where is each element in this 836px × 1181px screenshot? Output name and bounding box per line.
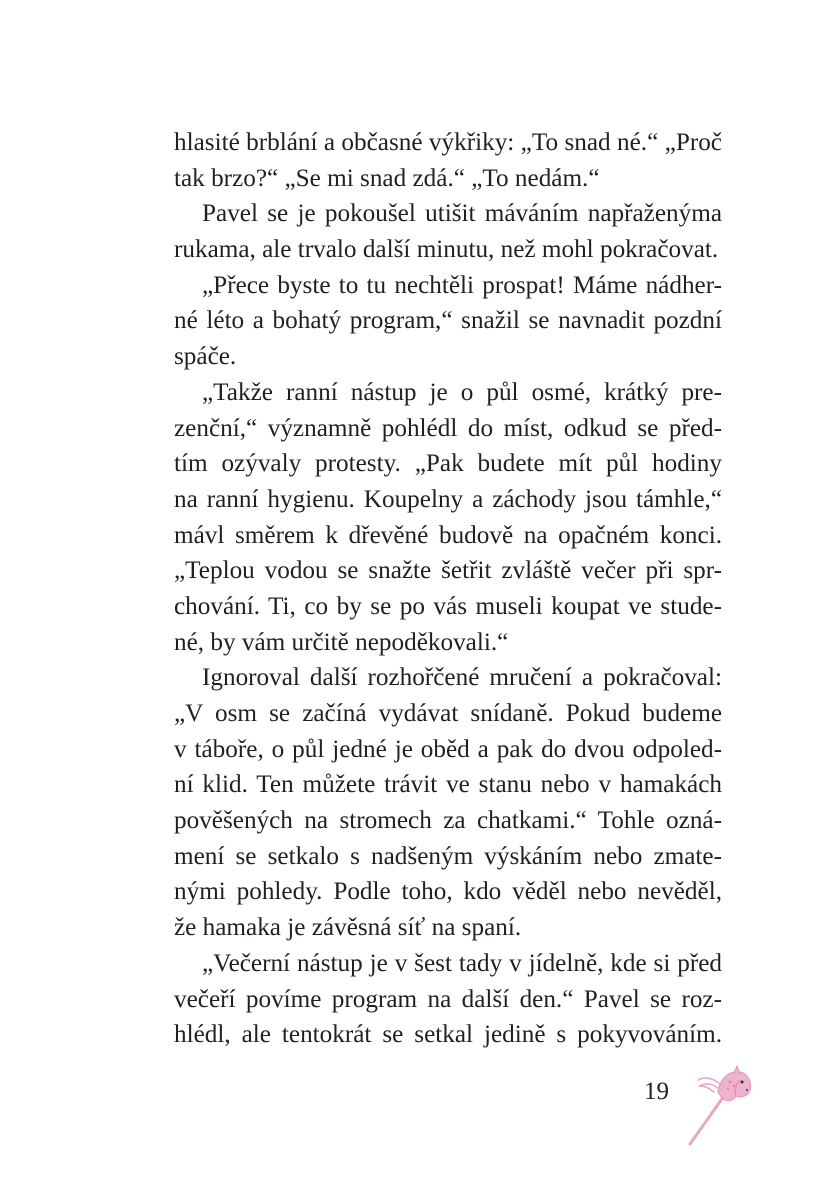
text-line: hlasité brblání a občasné výkřiky: „To snad né.“ „Proč bbox=[174, 129, 722, 156]
hobby-horse-icon bbox=[684, 1062, 756, 1148]
page-number: 19 bbox=[644, 1078, 669, 1105]
text-line: „V osm se začíná vydávat snídaně. Pokud budeme bbox=[174, 700, 722, 727]
text-line: Ignoroval další rozhořčené mručení a pokračoval: bbox=[202, 664, 722, 692]
paragraph bbox=[174, 375, 722, 661]
text-line: zenční,“ významně pohlédl do míst, odkud se před- bbox=[174, 414, 722, 442]
text-line: mávl směrem k dřevěné budově na opačném konci. bbox=[174, 521, 722, 549]
text-line: rukama, ale trvalo další minutu, než mohl pokračovat. bbox=[174, 236, 719, 264]
paragraph bbox=[174, 660, 722, 946]
text-line: hlédl, ale tentokrát se setkal jedině s pokyvováním. bbox=[174, 1021, 722, 1049]
text-line: „Teplou vodou se snažte šetřit zvláště večer při spr- bbox=[174, 557, 722, 585]
paragraph bbox=[174, 196, 722, 267]
paragraph bbox=[174, 125, 722, 196]
text-line: ní klid. Ten můžete trávit ve stanu nebo v hamakách bbox=[174, 771, 722, 799]
paragraph bbox=[174, 946, 722, 1053]
text-line: že hamaka je závěsná síť na spaní. bbox=[174, 914, 522, 942]
text-line: „Takže ranní nástup je o půl osmé, krátký pre- bbox=[202, 378, 722, 406]
text-line: né léto a bohatý program,“ snažil se navnadit pozdní bbox=[174, 307, 722, 335]
text-line: pověšených na stromech za chatkami.“ Tohle ozná- bbox=[174, 807, 722, 835]
text-line: tím ozývaly protesty. „Pak budete mít půl hodiny bbox=[174, 450, 722, 478]
text-line: v táboře, o půl jedné je oběd a pak do dvou odpoled- bbox=[174, 735, 722, 763]
text-line: „Přece byste to tu nechtěli prospat! Máme nádher- bbox=[202, 271, 722, 299]
text-line: nými pohledy. Podle toho, kdo věděl nebo nevěděl, bbox=[174, 878, 722, 906]
text-line: „Večerní nástup je v šest tady v jídelně, kde si před bbox=[202, 949, 722, 977]
text-line: mení se setkalo s nadšeným výskáním nebo zmate- bbox=[174, 842, 722, 870]
text-line: tak brzo?“ „Se mi snad zdá.“ „To nedám.“ bbox=[174, 164, 600, 192]
text-line: chování. Ti, co by se po vás museli koupat ve stude- bbox=[174, 592, 722, 620]
paragraph bbox=[174, 268, 722, 375]
text-line: spáče. bbox=[174, 343, 237, 371]
text-line: na ranní hygienu. Koupelny a záchody jsou támhle,“ bbox=[174, 485, 722, 513]
text-line: večeří povíme program na další den.“ Pavel se roz- bbox=[174, 985, 722, 1013]
text-line: né, by vám určitě nepoděkovali.“ bbox=[174, 628, 509, 656]
body-text bbox=[174, 125, 722, 1053]
text-line: Pavel se je pokoušel utišit máváním napřaženýma bbox=[202, 200, 722, 228]
